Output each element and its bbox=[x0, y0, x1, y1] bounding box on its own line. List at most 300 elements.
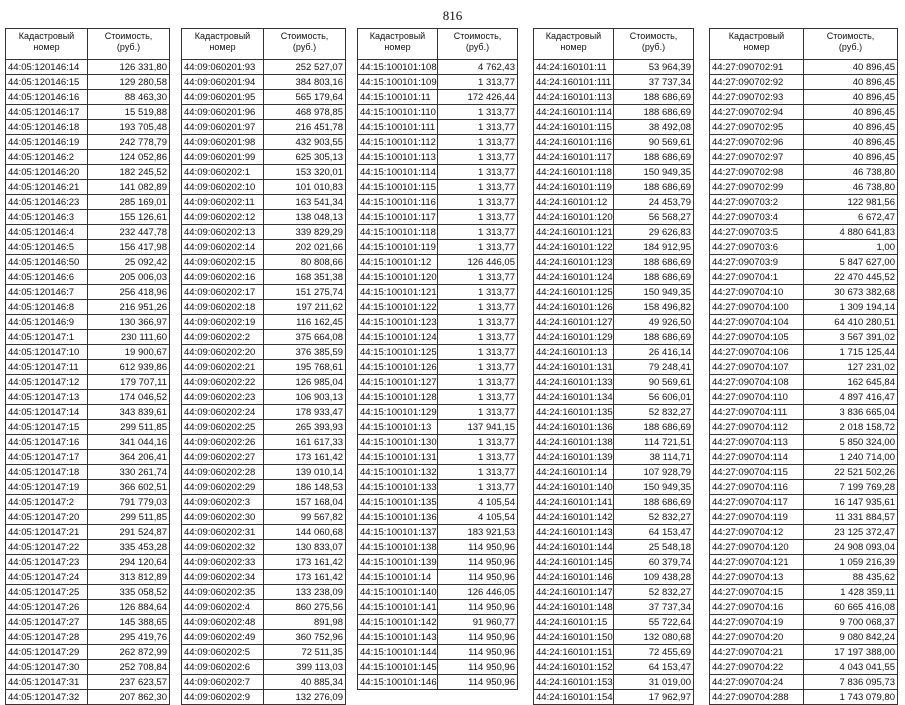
cost-cell: 38 114,71 bbox=[614, 450, 694, 465]
table-row bbox=[6, 495, 170, 510]
table-row bbox=[358, 210, 518, 225]
cost-cell: 46 738,80 bbox=[804, 180, 898, 195]
cadastral-number-cell: 44:15:100101:120 bbox=[358, 270, 438, 285]
table-row bbox=[6, 240, 170, 255]
cadastral-number-cell: 44:24:160101:129 bbox=[534, 330, 614, 345]
table-row bbox=[534, 435, 694, 450]
table-row bbox=[6, 165, 170, 180]
table-header-row bbox=[534, 29, 694, 60]
table-row bbox=[710, 630, 898, 645]
cadastral-number-cell: 44:24:160101:150 bbox=[534, 630, 614, 645]
cost-table bbox=[357, 28, 518, 690]
cadastral-number-cell: 44:24:160101:116 bbox=[534, 135, 614, 150]
cost-cell: 188 686,69 bbox=[614, 330, 694, 345]
table-row bbox=[6, 270, 170, 285]
cadastral-number-cell: 44:27:090704:119 bbox=[710, 510, 804, 525]
cost-cell: 252 708,84 bbox=[88, 660, 170, 675]
cost-cell: 9 080 842,24 bbox=[804, 630, 898, 645]
cadastral-number-cell: 44:24:160101:127 bbox=[534, 315, 614, 330]
cost-cell: 109 438,28 bbox=[614, 570, 694, 585]
table-row bbox=[182, 195, 346, 210]
table-row bbox=[534, 585, 694, 600]
header-cadastral-number: Кадастровый номер bbox=[710, 29, 804, 60]
cadastral-number-cell: 44:09:060202:22 bbox=[182, 375, 264, 390]
cost-cell: 299 511,85 bbox=[88, 420, 170, 435]
cost-cell: 52 832,27 bbox=[614, 585, 694, 600]
table-row bbox=[182, 90, 346, 105]
table-row bbox=[534, 375, 694, 390]
cadastral-number-cell: 44:05:120147:24 bbox=[6, 570, 88, 585]
cadastral-number-cell: 44:09:060202:31 bbox=[182, 525, 264, 540]
cadastral-number-cell: 44:27:090704:1 bbox=[710, 270, 804, 285]
table-row bbox=[710, 405, 898, 420]
table-row bbox=[358, 435, 518, 450]
table-row bbox=[6, 105, 170, 120]
table-row bbox=[182, 405, 346, 420]
cost-cell: 366 602,51 bbox=[88, 480, 170, 495]
cadastral-number-cell: 44:24:160101:122 bbox=[534, 240, 614, 255]
cadastral-number-cell: 44:09:060202:2 bbox=[182, 330, 264, 345]
cost-cell: 150 949,35 bbox=[614, 480, 694, 495]
table-row bbox=[358, 615, 518, 630]
cost-cell: 313 812,89 bbox=[88, 570, 170, 585]
table-row bbox=[534, 75, 694, 90]
cost-cell: 1 309 194,14 bbox=[804, 300, 898, 315]
cost-cell: 114 950,96 bbox=[438, 600, 518, 615]
table-row bbox=[6, 90, 170, 105]
table-row bbox=[534, 315, 694, 330]
cost-table bbox=[5, 28, 170, 705]
table-row bbox=[182, 660, 346, 675]
cadastral-number-cell: 44:05:120147:27 bbox=[6, 615, 88, 630]
header-cost: Стоимость, (руб.) bbox=[88, 29, 170, 60]
table-row bbox=[6, 510, 170, 525]
cost-cell: 791 779,03 bbox=[88, 495, 170, 510]
cost-cell: 56 568,27 bbox=[614, 210, 694, 225]
cost-table bbox=[181, 28, 346, 705]
cadastral-number-cell: 44:05:120147:17 bbox=[6, 450, 88, 465]
cadastral-number-cell: 44:05:120146:50 bbox=[6, 255, 88, 270]
cadastral-number-cell: 44:05:120146:3 bbox=[6, 210, 88, 225]
table-row bbox=[358, 360, 518, 375]
cost-cell: 29 626,83 bbox=[614, 225, 694, 240]
cadastral-number-cell: 44:15:100101:14 bbox=[358, 570, 438, 585]
cost-cell: 88 435,62 bbox=[804, 570, 898, 585]
table-row bbox=[182, 525, 346, 540]
cost-cell: 40 896,45 bbox=[804, 105, 898, 120]
cadastral-number-cell: 44:05:120147:10 bbox=[6, 345, 88, 360]
table-row bbox=[6, 465, 170, 480]
cadastral-number-cell: 44:05:120146:18 bbox=[6, 120, 88, 135]
cadastral-number-cell: 44:27:090702:95 bbox=[710, 120, 804, 135]
cadastral-number-cell: 44:09:060202:24 bbox=[182, 405, 264, 420]
cadastral-number-cell: 44:05:120146:14 bbox=[6, 60, 88, 75]
header-cadastral-number: Кадастровый номер bbox=[358, 29, 438, 60]
cost-cell: 114 950,96 bbox=[438, 540, 518, 555]
cost-cell: 330 261,74 bbox=[88, 465, 170, 480]
table-row bbox=[6, 555, 170, 570]
cadastral-number-cell: 44:15:100101:110 bbox=[358, 105, 438, 120]
cost-cell: 341 044,16 bbox=[88, 435, 170, 450]
table-row bbox=[182, 345, 346, 360]
table-row bbox=[182, 390, 346, 405]
cadastral-number-cell: 44:05:120147:28 bbox=[6, 630, 88, 645]
cadastral-number-cell: 44:05:120146:20 bbox=[6, 165, 88, 180]
table-row bbox=[182, 465, 346, 480]
cadastral-number-cell: 44:15:100101:115 bbox=[358, 180, 438, 195]
cadastral-number-cell: 44:09:060201:98 bbox=[182, 135, 264, 150]
cadastral-number-cell: 44:09:060202:9 bbox=[182, 690, 264, 705]
cadastral-number-cell: 44:15:100101:138 bbox=[358, 540, 438, 555]
cost-cell: 40 896,45 bbox=[804, 75, 898, 90]
cost-cell: 285 169,01 bbox=[88, 195, 170, 210]
cost-cell: 52 832,27 bbox=[614, 405, 694, 420]
cost-cell: 101 010,83 bbox=[264, 180, 346, 195]
table-row bbox=[358, 120, 518, 135]
cadastral-number-cell: 44:05:120147:1 bbox=[6, 330, 88, 345]
cadastral-number-cell: 44:05:120146:19 bbox=[6, 135, 88, 150]
cadastral-number-cell: 44:27:090704:104 bbox=[710, 315, 804, 330]
cost-cell: 99 567,82 bbox=[264, 510, 346, 525]
table-row bbox=[182, 255, 346, 270]
table-row bbox=[358, 540, 518, 555]
cost-cell: 145 388,65 bbox=[88, 615, 170, 630]
cost-cell: 178 933,47 bbox=[264, 405, 346, 420]
cadastral-number-cell: 44:27:090704:288 bbox=[710, 690, 804, 705]
cost-cell: 173 161,42 bbox=[264, 450, 346, 465]
table-row bbox=[358, 480, 518, 495]
table-header-row bbox=[182, 29, 346, 60]
cadastral-number-cell: 44:27:090704:113 bbox=[710, 435, 804, 450]
cadastral-number-cell: 44:24:160101:118 bbox=[534, 165, 614, 180]
cost-cell: 188 686,69 bbox=[614, 255, 694, 270]
table-row bbox=[710, 660, 898, 675]
cadastral-number-cell: 44:05:120147:31 bbox=[6, 675, 88, 690]
cadastral-number-cell: 44:27:090704:107 bbox=[710, 360, 804, 375]
table-row bbox=[534, 645, 694, 660]
cadastral-number-cell: 44:05:120147:32 bbox=[6, 690, 88, 705]
cost-cell: 262 872,99 bbox=[88, 645, 170, 660]
cadastral-number-cell: 44:27:090704:106 bbox=[710, 345, 804, 360]
cost-cell: 25 548,18 bbox=[614, 540, 694, 555]
cadastral-number-cell: 44:09:060202:5 bbox=[182, 645, 264, 660]
cadastral-number-cell: 44:27:090704:105 bbox=[710, 330, 804, 345]
table-row bbox=[182, 360, 346, 375]
table-row bbox=[6, 450, 170, 465]
table-row bbox=[358, 105, 518, 120]
cadastral-number-cell: 44:05:120146:4 bbox=[6, 225, 88, 240]
cost-cell: 375 664,08 bbox=[264, 330, 346, 345]
cadastral-number-cell: 44:24:160101:141 bbox=[534, 495, 614, 510]
cost-cell: 1 715 125,44 bbox=[804, 345, 898, 360]
cadastral-number-cell: 44:27:090704:100 bbox=[710, 300, 804, 315]
cost-cell: 26 416,14 bbox=[614, 345, 694, 360]
table-row bbox=[710, 285, 898, 300]
cost-cell: 19 900,67 bbox=[88, 345, 170, 360]
cost-cell: 168 351,38 bbox=[264, 270, 346, 285]
table-row bbox=[534, 330, 694, 345]
cost-cell: 188 686,69 bbox=[614, 180, 694, 195]
table-row bbox=[6, 150, 170, 165]
table-row bbox=[6, 600, 170, 615]
cadastral-number-cell: 44:09:060202:10 bbox=[182, 180, 264, 195]
cadastral-number-cell: 44:24:160101:148 bbox=[534, 600, 614, 615]
table-row bbox=[182, 300, 346, 315]
table-row bbox=[534, 570, 694, 585]
table-row bbox=[710, 690, 898, 705]
cost-cell: 15 519,88 bbox=[88, 105, 170, 120]
table-row bbox=[182, 315, 346, 330]
cost-cell: 137 941,15 bbox=[438, 420, 518, 435]
cost-cell: 1 313,77 bbox=[438, 120, 518, 135]
table-row bbox=[6, 420, 170, 435]
table-row bbox=[710, 675, 898, 690]
cost-cell: 130 833,07 bbox=[264, 540, 346, 555]
cost-cell: 376 385,59 bbox=[264, 345, 346, 360]
cadastral-number-cell: 44:15:100101:127 bbox=[358, 375, 438, 390]
table-row bbox=[710, 135, 898, 150]
table-row bbox=[534, 255, 694, 270]
cadastral-number-cell: 44:05:120146:16 bbox=[6, 90, 88, 105]
cost-cell: 205 006,03 bbox=[88, 270, 170, 285]
cadastral-number-cell: 44:24:160101:139 bbox=[534, 450, 614, 465]
table-row bbox=[710, 510, 898, 525]
cadastral-number-cell: 44:05:120147:11 bbox=[6, 360, 88, 375]
table-row bbox=[710, 615, 898, 630]
cadastral-number-cell: 44:09:060202:32 bbox=[182, 540, 264, 555]
cost-cell: 5 850 324,00 bbox=[804, 435, 898, 450]
cadastral-number-cell: 44:15:100101:13 bbox=[358, 420, 438, 435]
table-row bbox=[6, 375, 170, 390]
table-row bbox=[358, 60, 518, 75]
cost-cell: 1 313,77 bbox=[438, 300, 518, 315]
cadastral-number-cell: 44:15:100101:114 bbox=[358, 165, 438, 180]
table-row bbox=[6, 540, 170, 555]
table-row bbox=[358, 420, 518, 435]
table-row bbox=[710, 315, 898, 330]
table-row bbox=[6, 525, 170, 540]
cost-cell: 216 951,26 bbox=[88, 300, 170, 315]
cadastral-number-cell: 44:27:090702:99 bbox=[710, 180, 804, 195]
table-row bbox=[710, 600, 898, 615]
cadastral-number-cell: 44:24:160101:154 bbox=[534, 690, 614, 705]
cost-cell: 1 313,77 bbox=[438, 405, 518, 420]
cadastral-number-cell: 44:09:060201:99 bbox=[182, 150, 264, 165]
cadastral-number-cell: 44:05:120147:12 bbox=[6, 375, 88, 390]
cost-cell: 1 743 079,80 bbox=[804, 690, 898, 705]
table-row bbox=[710, 255, 898, 270]
cadastral-number-cell: 44:24:160101:11 bbox=[534, 60, 614, 75]
table-row bbox=[6, 615, 170, 630]
cost-cell: 9 700 068,37 bbox=[804, 615, 898, 630]
cost-cell: 151 275,74 bbox=[264, 285, 346, 300]
table-row bbox=[182, 240, 346, 255]
table-row bbox=[710, 585, 898, 600]
table-row bbox=[6, 390, 170, 405]
cadastral-number-cell: 44:27:090704:21 bbox=[710, 645, 804, 660]
cadastral-number-cell: 44:27:090703:9 bbox=[710, 255, 804, 270]
cadastral-number-cell: 44:09:060202:21 bbox=[182, 360, 264, 375]
cadastral-number-cell: 44:27:090703:4 bbox=[710, 210, 804, 225]
cadastral-number-cell: 44:24:160101:15 bbox=[534, 615, 614, 630]
cost-cell: 17 197 388,00 bbox=[804, 645, 898, 660]
cadastral-number-cell: 44:15:100101:129 bbox=[358, 405, 438, 420]
cost-cell: 4 762,43 bbox=[438, 60, 518, 75]
cadastral-number-cell: 44:15:100101:142 bbox=[358, 615, 438, 630]
table-row bbox=[182, 615, 346, 630]
cost-cell: 150 949,35 bbox=[614, 285, 694, 300]
table-row bbox=[710, 570, 898, 585]
cost-cell: 193 705,48 bbox=[88, 120, 170, 135]
cost-cell: 3 836 665,04 bbox=[804, 405, 898, 420]
table-row bbox=[710, 105, 898, 120]
table-row bbox=[6, 120, 170, 135]
table-row bbox=[358, 450, 518, 465]
cost-cell: 173 161,42 bbox=[264, 570, 346, 585]
cadastral-number-cell: 44:15:100101:126 bbox=[358, 360, 438, 375]
table-row bbox=[358, 405, 518, 420]
cost-cell: 130 366,97 bbox=[88, 315, 170, 330]
table-row bbox=[182, 270, 346, 285]
cost-cell: 565 179,64 bbox=[264, 90, 346, 105]
cadastral-number-cell: 44:27:090704:112 bbox=[710, 420, 804, 435]
cadastral-number-cell: 44:27:090704:117 bbox=[710, 495, 804, 510]
cost-cell: 40 896,45 bbox=[804, 150, 898, 165]
table-row bbox=[358, 525, 518, 540]
cost-cell: 23 125 372,47 bbox=[804, 525, 898, 540]
cost-cell: 132 080,68 bbox=[614, 630, 694, 645]
table-row bbox=[358, 180, 518, 195]
cadastral-number-cell: 44:24:160101:120 bbox=[534, 210, 614, 225]
cost-cell: 114 721,51 bbox=[614, 435, 694, 450]
cadastral-number-cell: 44:09:060201:97 bbox=[182, 120, 264, 135]
cadastral-number-cell: 44:27:090702:96 bbox=[710, 135, 804, 150]
cadastral-number-cell: 44:09:060202:25 bbox=[182, 420, 264, 435]
cadastral-number-cell: 44:27:090704:115 bbox=[710, 465, 804, 480]
cadastral-number-cell: 44:15:100101:11 bbox=[358, 90, 438, 105]
table-row bbox=[358, 345, 518, 360]
table-row bbox=[182, 645, 346, 660]
cadastral-number-cell: 44:27:090704:110 bbox=[710, 390, 804, 405]
cadastral-number-cell: 44:27:090704:22 bbox=[710, 660, 804, 675]
cadastral-number-cell: 44:05:120146:7 bbox=[6, 285, 88, 300]
cadastral-number-cell: 44:15:100101:133 bbox=[358, 480, 438, 495]
cost-cell: 1 313,77 bbox=[438, 345, 518, 360]
cadastral-number-cell: 44:24:160101:143 bbox=[534, 525, 614, 540]
cadastral-number-cell: 44:15:100101:146 bbox=[358, 675, 438, 690]
cost-cell: 364 206,41 bbox=[88, 450, 170, 465]
table-row bbox=[710, 60, 898, 75]
cadastral-number-cell: 44:09:060201:93 bbox=[182, 60, 264, 75]
cost-cell: 126 331,80 bbox=[88, 60, 170, 75]
cadastral-number-cell: 44:09:060202:7 bbox=[182, 675, 264, 690]
cadastral-number-cell: 44:09:060201:95 bbox=[182, 90, 264, 105]
table-row bbox=[358, 585, 518, 600]
cost-cell: 188 686,69 bbox=[614, 495, 694, 510]
cadastral-number-cell: 44:05:120146:15 bbox=[6, 75, 88, 90]
cost-cell: 174 046,52 bbox=[88, 390, 170, 405]
table-row bbox=[534, 360, 694, 375]
table-row bbox=[534, 90, 694, 105]
table-row bbox=[534, 675, 694, 690]
table-row bbox=[710, 150, 898, 165]
cost-cell: 156 417,98 bbox=[88, 240, 170, 255]
table-row bbox=[534, 210, 694, 225]
table-row bbox=[182, 285, 346, 300]
cost-cell: 155 126,61 bbox=[88, 210, 170, 225]
cadastral-number-cell: 44:24:160101:125 bbox=[534, 285, 614, 300]
cadastral-number-cell: 44:09:060202:4 bbox=[182, 600, 264, 615]
cost-cell: 1 313,77 bbox=[438, 150, 518, 165]
table-row bbox=[710, 465, 898, 480]
table-row bbox=[358, 570, 518, 585]
cadastral-number-cell: 44:27:090704:114 bbox=[710, 450, 804, 465]
cost-cell: 4 105,54 bbox=[438, 510, 518, 525]
table-row bbox=[710, 435, 898, 450]
cadastral-number-cell: 44:24:160101:119 bbox=[534, 180, 614, 195]
cadastral-number-cell: 44:24:160101:13 bbox=[534, 345, 614, 360]
cost-cell: 126 884,64 bbox=[88, 600, 170, 615]
cadastral-number-cell: 44:09:060202:28 bbox=[182, 465, 264, 480]
cadastral-number-cell: 44:27:090704:16 bbox=[710, 600, 804, 615]
cadastral-number-cell: 44:15:100101:144 bbox=[358, 645, 438, 660]
table-row bbox=[182, 105, 346, 120]
cadastral-number-cell: 44:27:090704:10 bbox=[710, 285, 804, 300]
table-row bbox=[358, 465, 518, 480]
cadastral-number-cell: 44:27:090703:2 bbox=[710, 195, 804, 210]
cadastral-number-cell: 44:27:090702:93 bbox=[710, 90, 804, 105]
cost-cell: 468 978,85 bbox=[264, 105, 346, 120]
cadastral-number-cell: 44:09:060202:26 bbox=[182, 435, 264, 450]
table-row bbox=[358, 330, 518, 345]
cadastral-number-cell: 44:15:100101:112 bbox=[358, 135, 438, 150]
cadastral-number-cell: 44:05:120147:18 bbox=[6, 465, 88, 480]
cost-cell: 46 738,80 bbox=[804, 165, 898, 180]
cost-cell: 1 313,77 bbox=[438, 390, 518, 405]
cost-cell: 129 280,58 bbox=[88, 75, 170, 90]
cadastral-number-cell: 44:09:060202:6 bbox=[182, 660, 264, 675]
table-row bbox=[182, 60, 346, 75]
cadastral-number-cell: 44:09:060201:96 bbox=[182, 105, 264, 120]
table-row bbox=[534, 540, 694, 555]
cadastral-number-cell: 44:15:100101:109 bbox=[358, 75, 438, 90]
cost-cell: 161 617,33 bbox=[264, 435, 346, 450]
cost-cell: 52 832,27 bbox=[614, 510, 694, 525]
cadastral-number-cell: 44:15:100101:117 bbox=[358, 210, 438, 225]
cost-cell: 106 903,13 bbox=[264, 390, 346, 405]
cost-cell: 237 623,57 bbox=[88, 675, 170, 690]
table-row bbox=[358, 555, 518, 570]
cost-cell: 60 379,74 bbox=[614, 555, 694, 570]
cost-cell: 55 722,64 bbox=[614, 615, 694, 630]
cadastral-number-cell: 44:09:060202:3 bbox=[182, 495, 264, 510]
cadastral-number-cell: 44:24:160101:145 bbox=[534, 555, 614, 570]
table-row bbox=[358, 255, 518, 270]
cadastral-number-cell: 44:05:120146:23 bbox=[6, 195, 88, 210]
header-cadastral-number: Кадастровый номер bbox=[6, 29, 88, 60]
cost-cell: 24 453,79 bbox=[614, 195, 694, 210]
table-row bbox=[710, 120, 898, 135]
cadastral-number-cell: 44:15:100101:141 bbox=[358, 600, 438, 615]
cadastral-number-cell: 44:24:160101:14 bbox=[534, 465, 614, 480]
cost-cell: 90 569,61 bbox=[614, 375, 694, 390]
cost-cell: 122 981,56 bbox=[804, 195, 898, 210]
table-row bbox=[6, 315, 170, 330]
cost-cell: 80 808,66 bbox=[264, 255, 346, 270]
cost-cell: 195 768,61 bbox=[264, 360, 346, 375]
cost-cell: 188 686,69 bbox=[614, 90, 694, 105]
cadastral-number-cell: 44:05:120147:14 bbox=[6, 405, 88, 420]
